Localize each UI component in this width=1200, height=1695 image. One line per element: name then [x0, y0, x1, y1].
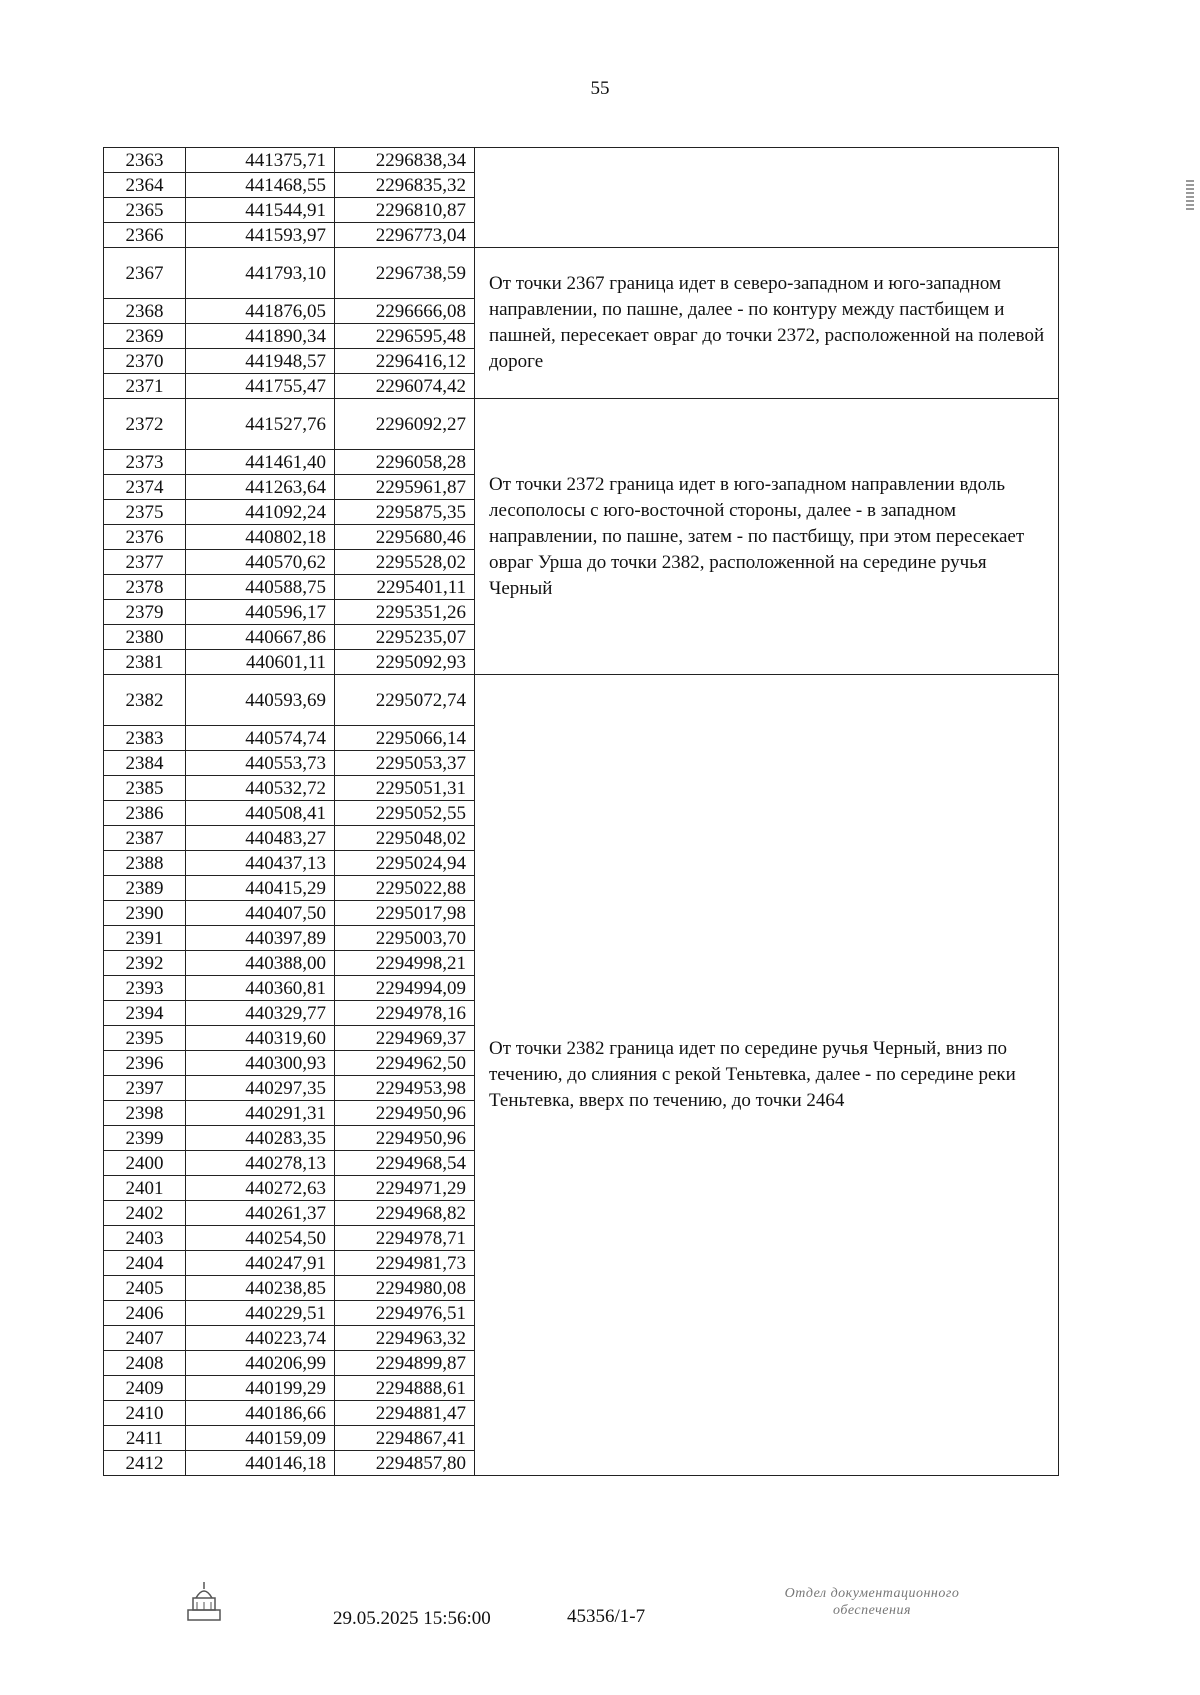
x-coordinate-cell: 441593,97	[186, 223, 335, 248]
x-coordinate-cell: 441876,05	[186, 299, 335, 324]
y-coordinate-cell: 2296058,28	[335, 450, 475, 475]
x-coordinate-cell: 440574,74	[186, 726, 335, 751]
point-number-cell: 2383	[104, 726, 186, 751]
point-number-cell: 2386	[104, 801, 186, 826]
point-number-cell: 2398	[104, 1101, 186, 1126]
y-coordinate-cell: 2296838,34	[335, 148, 475, 173]
x-coordinate-cell: 441468,55	[186, 173, 335, 198]
x-coordinate-cell: 440508,41	[186, 801, 335, 826]
y-coordinate-cell: 2296416,12	[335, 349, 475, 374]
boundary-description-cell: От точки 2367 граница идет в северо-западном и юго-западном направлении, по пашне, далее - по контуру между пастбищем и пашней, пересекает овраг до точки 2372, расположенной на полевой дороге	[475, 248, 1059, 399]
point-number-cell: 2382	[104, 675, 186, 726]
y-coordinate-cell: 2296738,59	[335, 248, 475, 299]
x-coordinate-cell: 440407,50	[186, 901, 335, 926]
y-coordinate-cell: 2295048,02	[335, 826, 475, 851]
x-coordinate-cell: 441461,40	[186, 450, 335, 475]
y-coordinate-cell: 2294971,29	[335, 1176, 475, 1201]
y-coordinate-cell: 2296074,42	[335, 374, 475, 399]
x-coordinate-cell: 440802,18	[186, 525, 335, 550]
y-coordinate-cell: 2295022,88	[335, 876, 475, 901]
footer-date: 29.05.2025 15:56:00	[333, 1608, 491, 1629]
y-coordinate-cell: 2294950,96	[335, 1126, 475, 1151]
point-number-cell: 2372	[104, 399, 186, 450]
x-coordinate-cell: 440360,81	[186, 976, 335, 1001]
department-stamp	[722, 1585, 1022, 1619]
x-coordinate-cell: 440238,85	[186, 1276, 335, 1301]
point-number-cell: 2381	[104, 650, 186, 675]
x-coordinate-cell: 440588,75	[186, 575, 335, 600]
y-coordinate-cell: 2295017,98	[335, 901, 475, 926]
page-number: 55	[590, 78, 610, 99]
y-coordinate-cell: 2294998,21	[335, 951, 475, 976]
x-coordinate-cell: 441375,71	[186, 148, 335, 173]
x-coordinate-cell: 440186,66	[186, 1401, 335, 1426]
y-coordinate-cell: 2294857,80	[335, 1451, 475, 1476]
point-number-cell: 2394	[104, 1001, 186, 1026]
y-coordinate-cell: 2294968,82	[335, 1201, 475, 1226]
coordinates-table	[103, 147, 1059, 1476]
y-coordinate-cell: 2294980,08	[335, 1276, 475, 1301]
table-row	[104, 399, 1059, 450]
point-number-cell: 2371	[104, 374, 186, 399]
y-coordinate-cell: 2296666,08	[335, 299, 475, 324]
x-coordinate-cell: 440229,51	[186, 1301, 335, 1326]
point-number-cell: 2403	[104, 1226, 186, 1251]
x-coordinate-cell: 440553,73	[186, 751, 335, 776]
y-coordinate-cell: 2295680,46	[335, 525, 475, 550]
y-coordinate-cell: 2295066,14	[335, 726, 475, 751]
point-number-cell: 2401	[104, 1176, 186, 1201]
emblem-icon	[182, 1580, 226, 1624]
y-coordinate-cell: 2295235,07	[335, 625, 475, 650]
y-coordinate-cell: 2295961,87	[335, 475, 475, 500]
x-coordinate-cell: 441890,34	[186, 324, 335, 349]
point-number-cell: 2406	[104, 1301, 186, 1326]
point-number-cell: 2399	[104, 1126, 186, 1151]
y-coordinate-cell: 2294867,41	[335, 1426, 475, 1451]
x-coordinate-cell: 441793,10	[186, 248, 335, 299]
y-coordinate-cell: 2295024,94	[335, 851, 475, 876]
x-coordinate-cell: 440319,60	[186, 1026, 335, 1051]
y-coordinate-cell: 2296595,48	[335, 324, 475, 349]
point-number-cell: 2369	[104, 324, 186, 349]
point-number-cell: 2370	[104, 349, 186, 374]
table-row	[104, 248, 1059, 299]
point-number-cell: 2378	[104, 575, 186, 600]
x-coordinate-cell: 440278,13	[186, 1151, 335, 1176]
point-number-cell: 2368	[104, 299, 186, 324]
point-number-cell: 2373	[104, 450, 186, 475]
point-number-cell: 2388	[104, 851, 186, 876]
y-coordinate-cell: 2294962,50	[335, 1051, 475, 1076]
point-number-cell: 2363	[104, 148, 186, 173]
y-coordinate-cell: 2294953,98	[335, 1076, 475, 1101]
y-coordinate-cell: 2295351,26	[335, 600, 475, 625]
point-number-cell: 2402	[104, 1201, 186, 1226]
x-coordinate-cell: 440261,37	[186, 1201, 335, 1226]
point-number-cell: 2397	[104, 1076, 186, 1101]
y-coordinate-cell: 2296835,32	[335, 173, 475, 198]
point-number-cell: 2387	[104, 826, 186, 851]
y-coordinate-cell: 2296092,27	[335, 399, 475, 450]
point-number-cell: 2377	[104, 550, 186, 575]
point-number-cell: 2365	[104, 198, 186, 223]
y-coordinate-cell: 2295875,35	[335, 500, 475, 525]
stamp-line-2: обеспечения	[833, 1603, 911, 1618]
x-coordinate-cell: 441092,24	[186, 500, 335, 525]
y-coordinate-cell: 2295053,37	[335, 751, 475, 776]
x-coordinate-cell: 440570,62	[186, 550, 335, 575]
y-coordinate-cell: 2294976,51	[335, 1301, 475, 1326]
y-coordinate-cell: 2295072,74	[335, 675, 475, 726]
y-coordinate-cell: 2294969,37	[335, 1026, 475, 1051]
stamp-line-1: Отдел документационного	[784, 1586, 960, 1601]
x-coordinate-cell: 440667,86	[186, 625, 335, 650]
boundary-description-cell	[475, 148, 1059, 248]
x-coordinate-cell: 440329,77	[186, 1001, 335, 1026]
x-coordinate-cell: 440397,89	[186, 926, 335, 951]
x-coordinate-cell: 440483,27	[186, 826, 335, 851]
y-coordinate-cell: 2294968,54	[335, 1151, 475, 1176]
point-number-cell: 2411	[104, 1426, 186, 1451]
point-number-cell: 2393	[104, 976, 186, 1001]
x-coordinate-cell: 441263,64	[186, 475, 335, 500]
point-number-cell: 2395	[104, 1026, 186, 1051]
x-coordinate-cell: 440532,72	[186, 776, 335, 801]
point-number-cell: 2376	[104, 525, 186, 550]
point-number-cell: 2409	[104, 1376, 186, 1401]
point-number-cell: 2366	[104, 223, 186, 248]
point-number-cell: 2379	[104, 600, 186, 625]
x-coordinate-cell: 440206,99	[186, 1351, 335, 1376]
point-number-cell: 2364	[104, 173, 186, 198]
point-number-cell: 2412	[104, 1451, 186, 1476]
point-number-cell: 2404	[104, 1251, 186, 1276]
point-number-cell: 2385	[104, 776, 186, 801]
point-number-cell: 2375	[104, 500, 186, 525]
y-coordinate-cell: 2295092,93	[335, 650, 475, 675]
x-coordinate-cell: 440291,31	[186, 1101, 335, 1126]
y-coordinate-cell: 2294899,87	[335, 1351, 475, 1376]
x-coordinate-cell: 440283,35	[186, 1126, 335, 1151]
boundary-description-cell: От точки 2372 граница идет в юго-западном направлении вдоль лесополосы с юго-восточной стороны, далее - в западном направлении, по пашне, затем - по пастбищу, при этом пересекает овраг Урша до точки 2382, расположенной на середине ручья Черный	[475, 399, 1059, 675]
x-coordinate-cell: 441527,76	[186, 399, 335, 450]
y-coordinate-cell: 2295401,11	[335, 575, 475, 600]
point-number-cell: 2408	[104, 1351, 186, 1376]
table-row	[104, 148, 1059, 173]
y-coordinate-cell: 2296810,87	[335, 198, 475, 223]
x-coordinate-cell: 440247,91	[186, 1251, 335, 1276]
point-number-cell: 2389	[104, 876, 186, 901]
y-coordinate-cell: 2294950,96	[335, 1101, 475, 1126]
x-coordinate-cell: 440596,17	[186, 600, 335, 625]
point-number-cell: 2391	[104, 926, 186, 951]
y-coordinate-cell: 2294963,32	[335, 1326, 475, 1351]
point-number-cell: 2380	[104, 625, 186, 650]
x-coordinate-cell: 440437,13	[186, 851, 335, 876]
y-coordinate-cell: 2295052,55	[335, 801, 475, 826]
point-number-cell: 2367	[104, 248, 186, 299]
x-coordinate-cell: 440593,69	[186, 675, 335, 726]
point-number-cell: 2410	[104, 1401, 186, 1426]
boundary-description-cell: От точки 2382 граница идет по середине ручья Черный, вниз по течению, до слияния с рекой Теньтевка, далее - по середине реки Теньтевка, вверх по течению, до точки 2464	[475, 675, 1059, 1476]
point-number-cell: 2390	[104, 901, 186, 926]
x-coordinate-cell: 441544,91	[186, 198, 335, 223]
point-number-cell: 2396	[104, 1051, 186, 1076]
x-coordinate-cell: 440223,74	[186, 1326, 335, 1351]
y-coordinate-cell: 2295003,70	[335, 926, 475, 951]
x-coordinate-cell: 440199,29	[186, 1376, 335, 1401]
y-coordinate-cell: 2295528,02	[335, 550, 475, 575]
x-coordinate-cell: 440254,50	[186, 1226, 335, 1251]
x-coordinate-cell: 440146,18	[186, 1451, 335, 1476]
point-number-cell: 2405	[104, 1276, 186, 1301]
x-coordinate-cell: 440297,35	[186, 1076, 335, 1101]
x-coordinate-cell: 441948,57	[186, 349, 335, 374]
y-coordinate-cell: 2296773,04	[335, 223, 475, 248]
y-coordinate-cell: 2294994,09	[335, 976, 475, 1001]
point-number-cell: 2374	[104, 475, 186, 500]
y-coordinate-cell: 2294981,73	[335, 1251, 475, 1276]
y-coordinate-cell: 2294978,71	[335, 1226, 475, 1251]
point-number-cell: 2400	[104, 1151, 186, 1176]
x-coordinate-cell: 440300,93	[186, 1051, 335, 1076]
scan-artifact	[1186, 180, 1194, 210]
y-coordinate-cell: 2295051,31	[335, 776, 475, 801]
table-row	[104, 675, 1059, 726]
y-coordinate-cell: 2294888,61	[335, 1376, 475, 1401]
x-coordinate-cell: 440415,29	[186, 876, 335, 901]
x-coordinate-cell: 440601,11	[186, 650, 335, 675]
x-coordinate-cell: 440159,09	[186, 1426, 335, 1451]
x-coordinate-cell: 441755,47	[186, 374, 335, 399]
point-number-cell: 2407	[104, 1326, 186, 1351]
point-number-cell: 2384	[104, 751, 186, 776]
footer-document-code: 45356/1-7	[567, 1606, 646, 1627]
y-coordinate-cell: 2294978,16	[335, 1001, 475, 1026]
y-coordinate-cell: 2294881,47	[335, 1401, 475, 1426]
point-number-cell: 2392	[104, 951, 186, 976]
x-coordinate-cell: 440272,63	[186, 1176, 335, 1201]
x-coordinate-cell: 440388,00	[186, 951, 335, 976]
